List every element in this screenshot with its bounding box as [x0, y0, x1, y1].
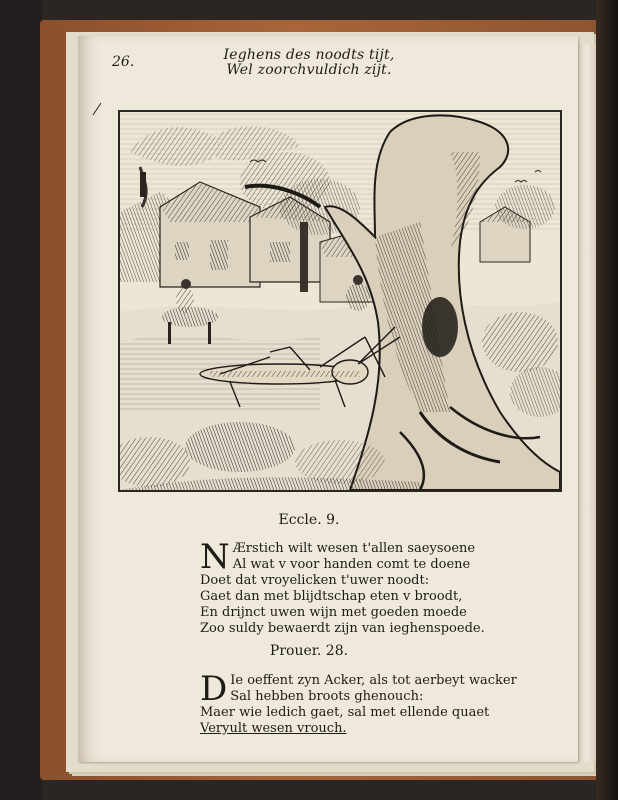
verse-line: Sal hebben broots ghenouch:	[230, 689, 424, 704]
grasshopper-tree-woodcut	[120, 112, 560, 490]
bible-reference-ecclesiastes: Eccle. 9.	[278, 512, 340, 528]
verse-line: Ærstich wilt wesen t'allen saeysoene	[232, 541, 476, 556]
verse-line: Al wat v voor handen comt te doene	[232, 557, 471, 572]
verse-line: Doet dat vroyelicken t'uwer noodt:	[200, 573, 430, 588]
woodcut-illustration	[118, 110, 562, 492]
bible-reference-proverbs: Prouer. 28.	[269, 643, 349, 659]
drop-cap-initial: D	[200, 669, 228, 709]
verse-line: Veryult wesen vrouch.	[200, 721, 347, 736]
motto-line-2: Wel zoorchvuldich zijt.	[226, 62, 392, 78]
verse-ecclesiastes	[200, 537, 500, 637]
ink-mark	[92, 102, 102, 116]
page-number: 26.	[112, 54, 135, 70]
motto-line-1: Ieghens des noodts tijt,	[223, 47, 395, 63]
background-left	[0, 0, 42, 800]
verse-line: Zoo suldy bewaerdt zijn van ieghenspoede.	[200, 621, 485, 636]
verse-line: En drijnct uwen wijn met goeden moede	[200, 605, 467, 620]
background-right	[596, 0, 618, 800]
drop-cap-initial: N	[200, 537, 230, 577]
verse-line: Gaet dan met blijdtschap eten v broodt,	[200, 589, 463, 604]
verse-line: Maer wie ledich gaet, sal met ellende quaet	[200, 705, 490, 720]
page-motto	[0, 48, 618, 78]
verse-proverbs	[200, 669, 517, 737]
verse-line: Ie oeffent zyn Acker, als tot aerbeyt wacker	[230, 673, 517, 688]
